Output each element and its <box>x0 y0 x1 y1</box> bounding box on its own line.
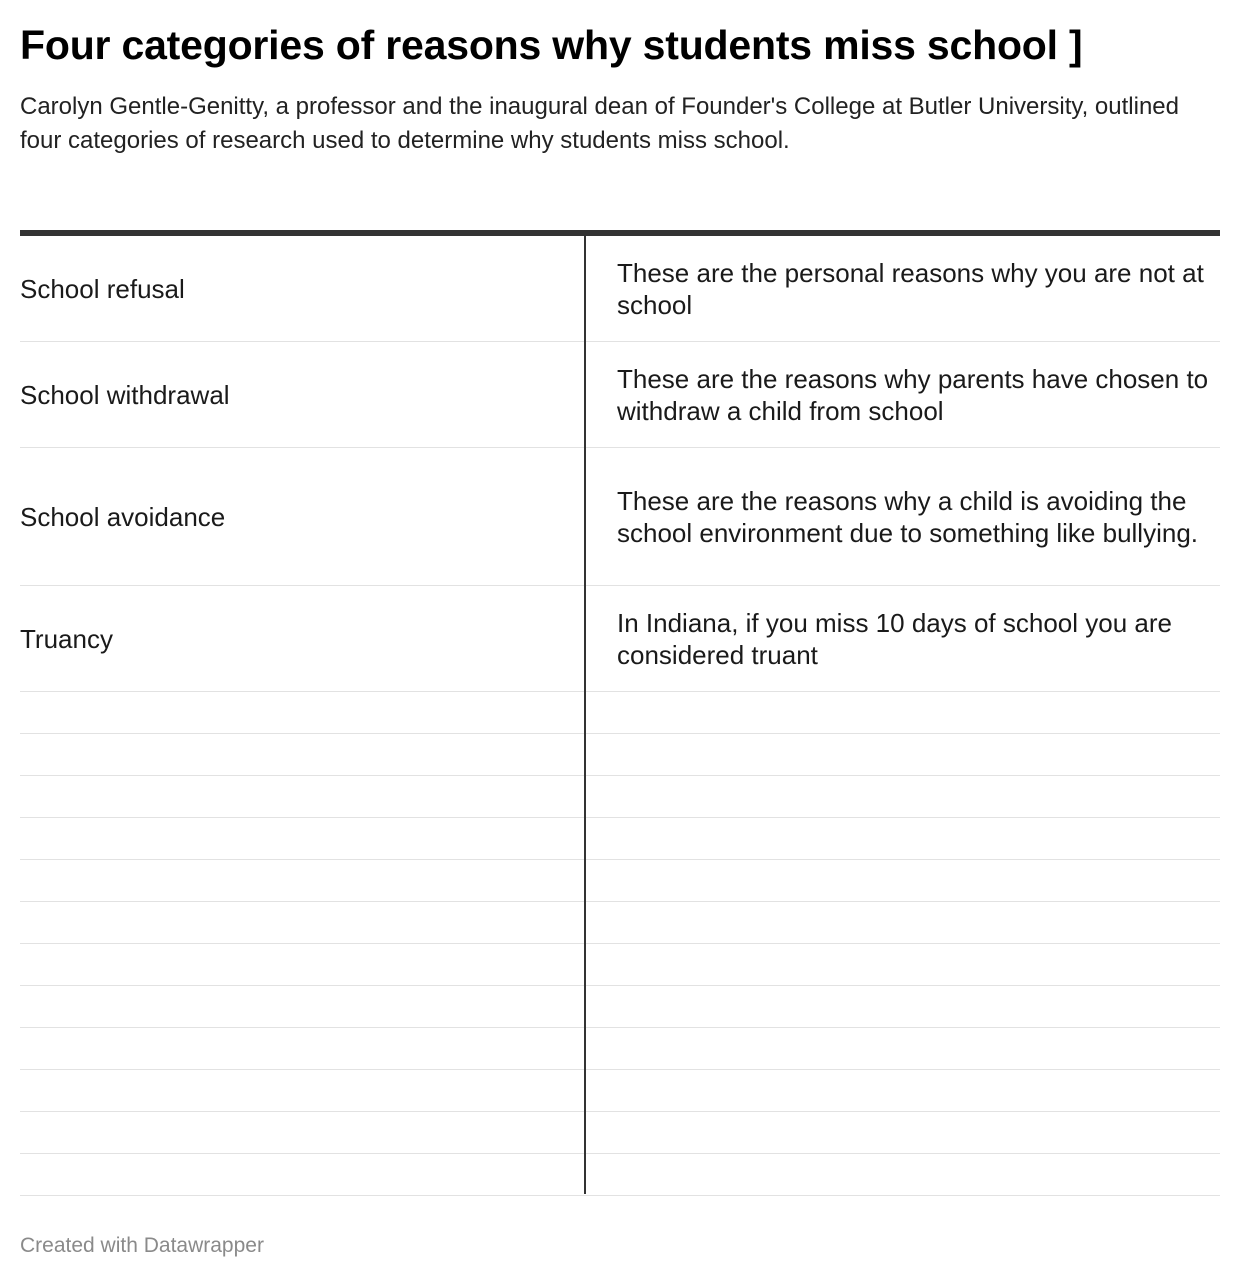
table-row <box>20 342 1220 448</box>
empty-table-row <box>20 692 1220 734</box>
category-cell: School refusal <box>20 273 185 304</box>
category-cell: Truancy <box>20 623 113 654</box>
chart-subtitle: Carolyn Gentle-Genitty, a professor and the inaugural dean of Founder's College at Butler University, outlined four categories of research used to determine why students miss school. <box>20 93 1179 154</box>
empty-table-row <box>20 944 1220 986</box>
column-divider <box>584 236 586 1194</box>
empty-table-row <box>20 902 1220 944</box>
empty-table-row <box>20 986 1220 1028</box>
category-cell: School avoidance <box>20 501 226 532</box>
empty-table-row <box>20 818 1220 860</box>
empty-table-row <box>20 1112 1220 1154</box>
empty-table-row <box>20 1154 1220 1196</box>
empty-table-row <box>20 1070 1220 1112</box>
table-row <box>20 586 1220 692</box>
reasons-table <box>20 230 1220 1194</box>
description-cell: These are the personal reasons why you are not at school <box>617 257 1204 320</box>
empty-table-row <box>20 734 1220 776</box>
datawrapper-credit[interactable]: Created with Datawrapper <box>20 1234 264 1257</box>
empty-table-row <box>20 860 1220 902</box>
chart-title: Four categories of reasons why students miss school ] <box>20 22 1083 68</box>
description-cell: These are the reasons why a child is avoiding the school environment due to something like bullying. <box>617 485 1199 548</box>
description-cell: In Indiana, if you miss 10 days of school you are considered truant <box>617 607 1172 670</box>
table-body <box>20 236 1220 1196</box>
category-cell: School withdrawal <box>20 379 230 410</box>
empty-table-row <box>20 1028 1220 1070</box>
description-cell: These are the reasons why parents have chosen to withdraw a child from school <box>617 363 1209 426</box>
empty-table-row <box>20 776 1220 818</box>
table-row <box>20 448 1220 586</box>
table-row <box>20 236 1220 342</box>
